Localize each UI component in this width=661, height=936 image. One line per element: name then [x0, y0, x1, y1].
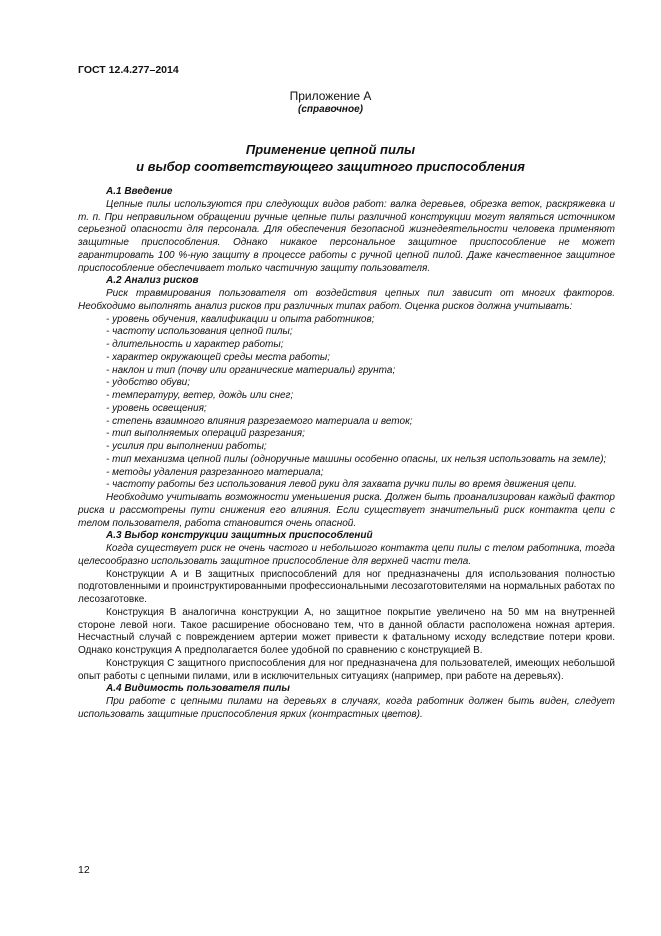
list-item: - удобство обуви;	[106, 377, 191, 389]
appendix-title: Приложение А	[289, 89, 372, 103]
list-item: - характер окружающей среды места работы;	[106, 351, 331, 363]
list-item: - температуру, ветер, дождь или снег;	[106, 390, 294, 401]
section-a1-heading: А.1 Введение	[106, 186, 173, 197]
list-item: - длительность и характер работы;	[106, 339, 284, 350]
section-a3-paragraph-2: Конструкции А и В защитных приспособлений для ног предназначены для использования полностью подготовленными и проинструктированными профессиональными лесозаготовителями на нормальных работах по лесозаготовке.	[78, 568, 615, 605]
document-body	[78, 186, 615, 722]
section-a4-heading: А.4 Видимость пользователя пилы	[106, 683, 290, 695]
section-a2-paragraph-1: Риск травмирования пользователя от воздействия цепных пил зависит от многих факторов. Необходимо выполнять анализ рисков при различных типах работ. Оценка рисков должна учитывать:	[78, 288, 615, 312]
section-a2-heading: А.2 Анализ рисков	[106, 275, 199, 287]
list-item: - уровень обучения, квалификации и опыта работников;	[106, 313, 375, 325]
section-a3-paragraph-4: Конструкция С защитного приспособления для ног предназначена для пользователей, имеющих небольшой опыт работы с цепными пилами, или в исключительных ситуациях (например, при работе на деревьях).	[78, 657, 615, 682]
document-code: ГОСТ 12.4.277–2014	[78, 64, 179, 76]
section-a2-paragraph-2: Необходимо учитывать возможности уменьшения риска. Должен быть проанализирован каждый фактор риска и рассмотрены пути снижения его влияния. Если существует значительный риск контакта цепи с телом пользователя, работа становится очень опасной.	[78, 492, 615, 529]
list-item: - частоту работы без использования левой руки для захвата ручки пилы во время движения цепи.	[106, 479, 577, 491]
document-title-line-1: Применение цепной пилы	[245, 142, 416, 157]
section-a3-paragraph-3: Конструкция В аналогична конструкции А, но защитное покрытие увеличено на 50 мм на внутренней стороне левой ноги. Такое расширение обосновано тем, что в данной области расположена ножная артерия. Несчастный случай с повреждением артерии может привести к фатальному исходу вследствие потери крови. Однако конструкция А предполагается более удобной по сравнению с конструкцией В.	[78, 606, 615, 656]
section-a3-paragraph-1: Когда существует риск не очень частого и небольшого контакта цепи пилы с телом работника, тогда целесообразно использовать защитное приспособление для верхней части тела.	[78, 543, 615, 567]
document-title-line-2: и выбор соответствующего защитного приспособления	[136, 159, 525, 174]
list-item: - уровень освещения;	[106, 402, 207, 414]
list-item: - тип выполняемых операций разрезания;	[106, 428, 305, 440]
section-a3-heading: А.3 Выбор конструкции защитных приспособлений	[106, 530, 373, 542]
list-item: - степень взаимного влияния разрезаемого материала и веток;	[106, 415, 413, 427]
list-item: - частоту использования цепной пилы;	[106, 326, 293, 338]
list-item: - наклон и тип (почву или органические материалы) грунта;	[106, 364, 396, 376]
appendix-subtitle: (справочное)	[298, 104, 363, 115]
list-item: - усилия при выполнении работы;	[106, 441, 267, 452]
section-a4-paragraph: При работе с цепными пилами на деревьях в случаях, когда работник должен быть виден, следует использовать защитные приспособления ярких (контрастных цветов).	[78, 696, 615, 720]
page-number: 12	[78, 864, 90, 876]
section-a1-paragraph: Цепные пилы используются при следующих видов работ: валка деревьев, обрезка веток, раскряжевка и т. п. При неправильном обращении ручные цепные пилы различной конструкции могут являться источником серьезной опасности для персонала. Для обеспечения безопасной жизнедеятельности человека применяют защитные приспособления. Однако никакое персональное защитное приспособление не может гарантировать 100 %-ную защиту в процессе работы с ручной цепной пилой. Даже качественное защитное приспособление обеспечивает только частичную защиту пользователя.	[78, 198, 615, 274]
list-item: - тип механизма цепной пилы (одноручные машины особенно опасны, их нельзя использовать на земле);	[106, 453, 607, 465]
document-title	[0, 141, 661, 175]
list-item: - методы удаления разрезанного материала;	[106, 466, 324, 478]
